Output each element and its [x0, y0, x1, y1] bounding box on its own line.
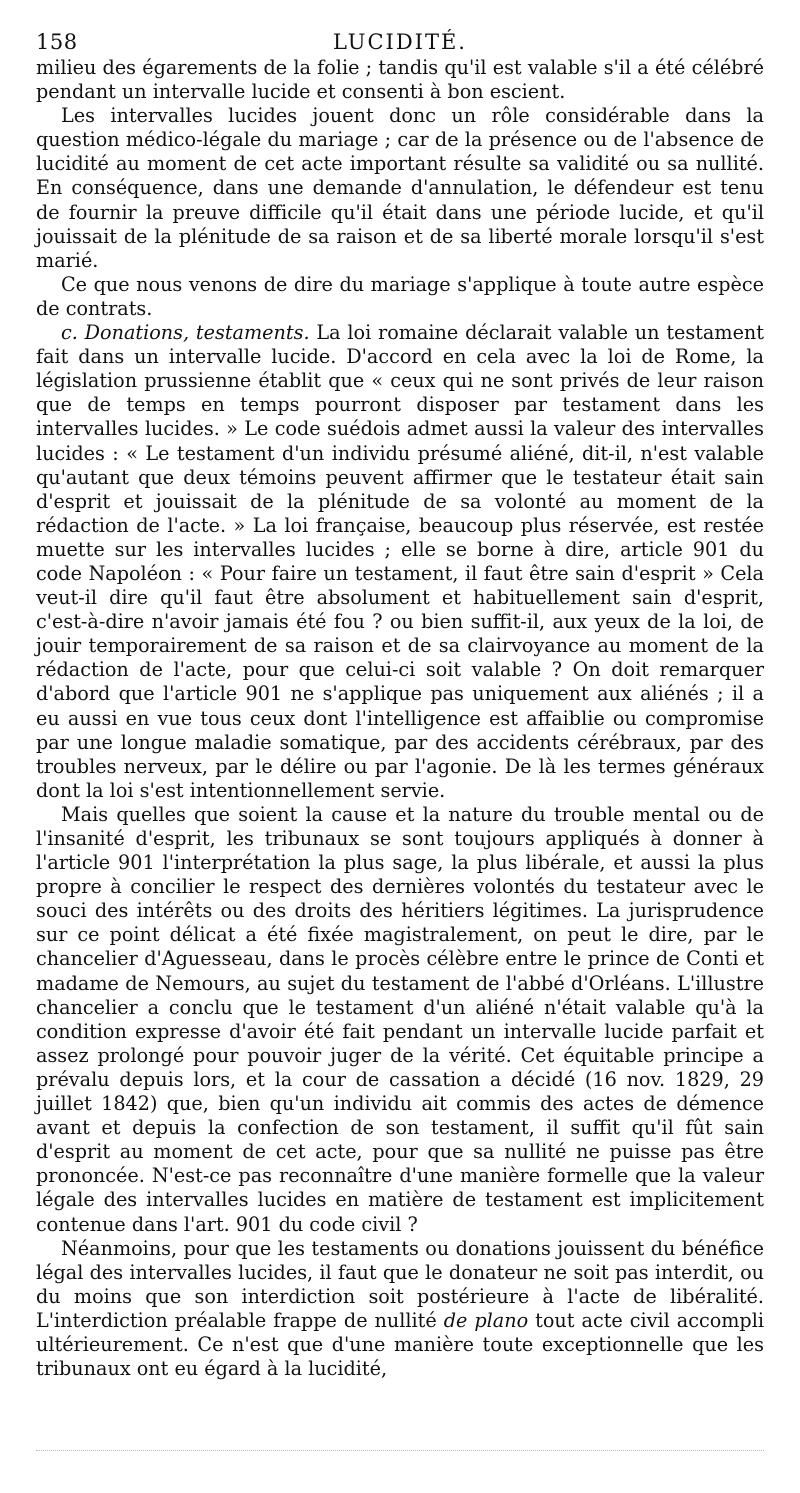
paragraph-text: Mais quelles que soient la cause et la nature du trouble mental ou de l'insanité d'esprit, les tribunaux se sont toujours appliqués à donner à l'article 901 l'interprétation la plus sage, la plus libérale, et aussi la plus propre à concilier le respect des dernières volontés du testateur avec le souci des intérêts ou des droits des héritiers légitimes. La jurisprudence sur ce point délicat a été fixée magistralement, on peut le dire, par le chancelier d'Aguesseau, dans le procès célèbre entre le prince de Conti et madame de Nemours, au sujet du testament de l'abbé d'Orléans. L'illustre chancelier a conclu que le testament d'un aliéné n'était valable qu'à la condition expresse d'avoir été fait pendant un intervalle lucide parfait et assez prolongé pour pouvoir juger de la vérité. Cet équitable principe a prévalu depuis lors, et la cour de cassation a décidé (16 nov. 1829, 29 juillet 1842) que, bien qu'un individu ait commis des actes de démence avant et depuis la confection de son testament, il suffit qu'il fût sain d'esprit au moment de cet acte, pour que sa nullité ne puisse pas être prononcée. N'est-ce pas reconnaître d'une manière formelle que la valeur légale des intervalles lucides en matière de testament est implicitement contenue dans l'art. 901 du code civil ? — [36, 802, 764, 1236]
paragraph-jurisprudence — [36, 803, 764, 1237]
paragraph-mariage — [36, 104, 764, 273]
paragraph-text: milieu des égarements de la folie ; tandis qu'il est valable s'il a été célébré pendant un intervalle lucide et consenti à bon escient. — [36, 56, 764, 104]
paragraph-text: Néanmoins, pour que les testaments ou donations jouissent du bénéfice légal des intervalles lucides, il faut que le donateur ne soit pas interdit, ou du moins que son interdiction soit postérieure à l'acte de libéralité. L'interdiction préalable frappe de nullité — [36, 1236, 764, 1332]
paragraph-text: Ce que nous venons de dire du mariage s'applique à toute autre espèce de contrats. — [36, 272, 764, 320]
paragraph-contrats — [36, 273, 764, 321]
bottom-bleed-marks — [36, 1450, 764, 1453]
body-text — [36, 56, 764, 1381]
paragraph-donations — [36, 321, 764, 803]
paragraph-interdiction — [36, 1237, 764, 1382]
italic-phrase: de plano — [443, 1308, 529, 1332]
paragraph-text: La loi romaine déclarait valable un testament fait dans un intervalle lucide. D'accord en cela avec la loi de Rome, la législation prussienne établit que « ceux qui ne sont privés de leur raison que de temps en temps pourront disposer par testament dans les intervalles lucides. » Le code suédois admet aussi la valeur des intervalles lucides : « Le testament d'un individu présumé aliéné, dit-il, n'est valable qu'autant que deux témoins peuvent affirmer que le testateur était sain d'esprit et jouissait de la plénitude de sa volonté au moment de la rédaction de l'acte. » La loi française, beaucoup plus réservée, est restée muette sur les intervalles lucides ; elle se borne à dire, article 901 du code Napoléon : « Pour faire un testament, il faut être sain d'esprit » Cela veut-il dire qu'il faut être absolument et habituellement sain d'esprit, c'est-à-dire n'avoir jamais été fou ? ou bien suffit-il, aux yeux de la loi, de jouir temporairement de sa raison et de sa clairvoyance au moment de la rédaction de l'acte, pour que celui-ci soit valable ? On doit remarquer d'abord que l'article 901 ne s'applique pas uniquement aux aliénés ; il a eu aussi en vue tous ceux dont l'intelligence est affaiblie ou compromise par une longue maladie somatique, par des accidents cérébraux, par des troubles nerveux, par le délire ou par l'agonie. De là les termes généraux dont la loi s'est intentionnellement servie. — [36, 321, 764, 802]
running-title: LUCIDITÉ. — [332, 30, 467, 54]
page-number: 158 — [36, 30, 78, 54]
book-page — [36, 22, 764, 1381]
paragraph-text: tout acte civil accompli ultérieurement. Ce n'est que d'une manière toute exceptionnelle que les tribunaux ont eu égard à la lucidité, — [36, 1308, 764, 1381]
paragraph-text: Les intervalles lucides jouent donc un rôle considérable dans la question médico-légale du mariage ; car de la présence ou de l'absence de lucidité au moment de cet acte important résulte sa validité ou sa nullité. En conséquence, dans une demande d'annulation, le défendeur est tenu de fournir la preuve difficile qu'il était dans une période lucide, et qu'il jouissait de la plénitude de sa raison et de sa liberté morale lorsqu'il s'est marié. — [36, 104, 764, 272]
section-label: c. Donations, testaments. — [61, 321, 310, 345]
running-header — [36, 22, 764, 56]
paragraph-continued — [36, 56, 764, 104]
